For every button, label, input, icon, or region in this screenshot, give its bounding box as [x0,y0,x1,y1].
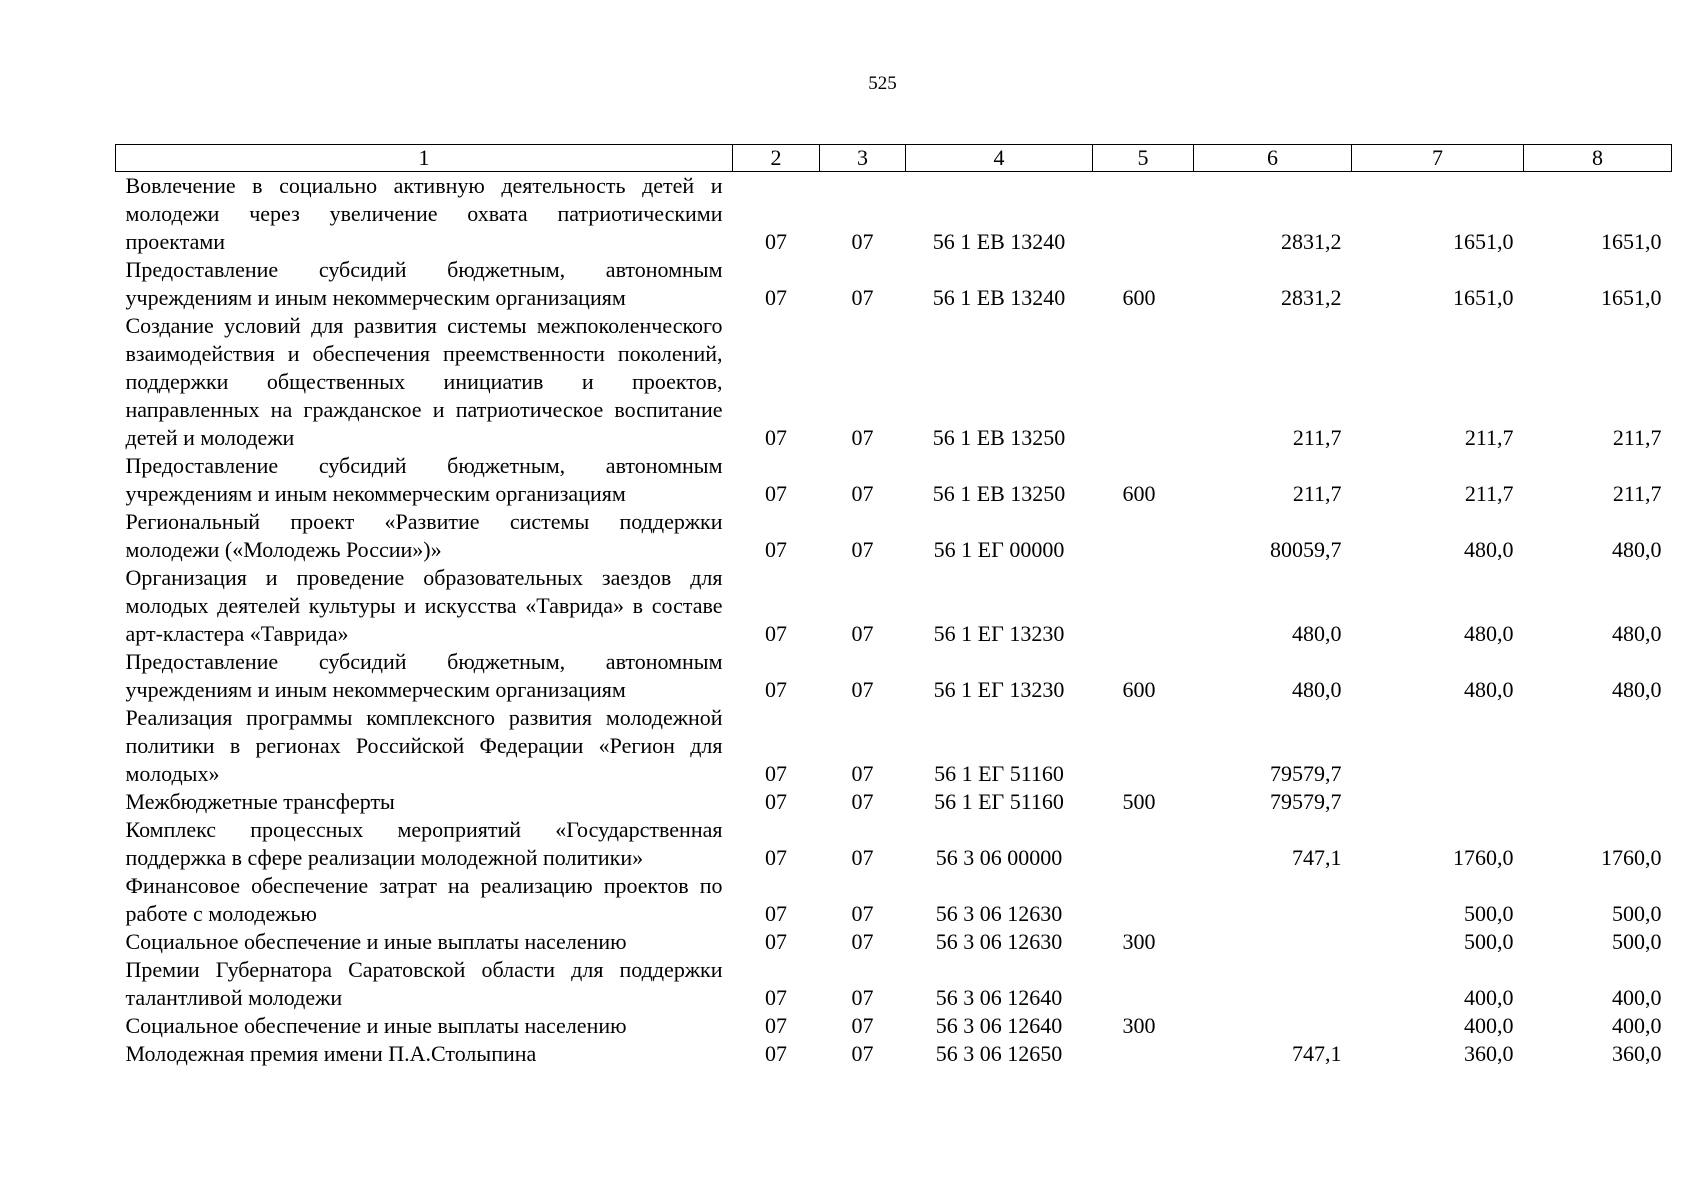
cell-subsection: 07 [851,425,874,450]
cell-name: Предоставление субсидий бюджетным, автономным учреждениям и иным некоммерческим организациям [125,649,723,702]
cell-target-article: 56 1 ЕВ 13250 [932,425,1066,450]
cell-amount-col6 [1194,956,1352,1012]
cell-subsection: 07 [851,761,874,786]
cell-amount-col8: 480,0 [1612,537,1662,562]
cell-subsection: 07 [851,285,874,310]
table-row [116,1012,1672,1040]
cell-amount-col6: 480,0 [1292,677,1342,702]
cell-amount-col8: 1760,0 [1601,845,1662,870]
cell-name: Социальное обеспечение и иные выплаты населению [125,929,627,954]
cell-amount-col8: 400,0 [1612,985,1662,1010]
cell-amount-col8: 400,0 [1612,1013,1662,1038]
cell-amount-col6: 747,1 [1292,845,1342,870]
cell-target-article: 56 3 06 12630 [935,929,1063,954]
cell-expense-type [1093,704,1194,788]
cell-expense-type: 500 [1122,789,1156,814]
cell-expense-type [1093,872,1194,928]
cell-section: 07 [765,677,787,702]
cell-subsection: 07 [851,929,874,954]
cell-amount-col6: 211,7 [1292,425,1342,450]
cell-amount-col7: 480,0 [1464,621,1514,646]
cell-amount-col6 [1194,872,1352,928]
cell-amount-col6: 2831,2 [1281,229,1342,254]
table-row [116,956,1672,1012]
cell-name: Организация и проведение образовательных заездов для молодых деятелей культуры и искусства «Таврида» в составе арт-кластера «Таврида» [125,565,723,646]
column-header-4: 4 [906,145,1093,172]
cell-section: 07 [765,537,787,562]
cell-subsection: 07 [851,677,874,702]
table-header [116,145,1672,172]
budget-table [115,144,1672,1068]
cell-target-article: 56 1 ЕВ 13240 [932,285,1066,310]
column-header-1: 1 [116,145,733,172]
cell-amount-col6: 79579,7 [1270,761,1342,786]
table-row [116,816,1672,872]
cell-expense-type [1093,1040,1194,1068]
cell-section: 07 [765,985,787,1010]
cell-section: 07 [765,1041,787,1066]
table-row [116,788,1672,816]
cell-amount-col7: 1651,0 [1453,285,1514,310]
cell-amount-col8: 1651,0 [1601,229,1662,254]
cell-name: Региональный проект «Развитие системы поддержки молодежи («Молодежь России»)» [125,509,723,562]
cell-name: Создание условий для развития системы межпоколенческого взаимодействия и обеспечения преемственности поколений, поддержки общественных инициатив и проектов, направленных на гражданское и патриотическое воспитание детей и молодежи [125,313,723,450]
cell-expense-type [1093,172,1194,257]
cell-subsection: 07 [851,621,874,646]
cell-amount-col7: 1760,0 [1453,845,1514,870]
cell-name: Комплекс процессных мероприятий «Государственная поддержка в сфере реализации молодежной политики» [125,817,723,870]
cell-section: 07 [765,425,787,450]
cell-section: 07 [765,621,787,646]
cell-expense-type: 600 [1122,677,1156,702]
cell-target-article: 56 3 06 12640 [935,985,1063,1010]
cell-subsection: 07 [851,537,874,562]
cell-subsection: 07 [851,845,874,870]
cell-subsection: 07 [851,1041,874,1066]
cell-amount-col7: 480,0 [1464,677,1514,702]
header-row [116,145,1672,172]
cell-name: Премии Губернатора Саратовской области для поддержки талантливой молодежи [125,957,723,1010]
cell-name: Молодежная премия имени П.А.Столыпина [125,1041,537,1066]
cell-amount-col7 [1352,704,1524,788]
cell-amount-col8: 211,7 [1612,481,1662,506]
cell-section: 07 [765,789,787,814]
cell-target-article: 56 1 ЕГ 00000 [933,537,1065,562]
cell-subsection: 07 [851,481,874,506]
cell-expense-type: 300 [1122,1013,1156,1038]
cell-name: Предоставление субсидий бюджетным, автономным учреждениям и иным некоммерческим организациям [125,257,723,310]
cell-amount-col7: 211,7 [1464,425,1514,450]
cell-amount-col8: 500,0 [1612,901,1662,926]
cell-expense-type [1093,956,1194,1012]
cell-target-article: 56 1 ЕГ 51160 [934,789,1064,814]
cell-amount-col8 [1524,704,1672,788]
cell-expense-type: 300 [1122,929,1156,954]
cell-subsection: 07 [851,1013,874,1038]
cell-amount-col8: 1651,0 [1601,285,1662,310]
cell-amount-col8: 360,0 [1612,1041,1662,1066]
cell-amount-col6: 211,7 [1292,481,1342,506]
cell-expense-type: 600 [1122,481,1156,506]
cell-target-article: 56 1 ЕГ 51160 [934,761,1064,786]
column-header-7: 7 [1352,145,1524,172]
cell-expense-type [1093,816,1194,872]
cell-section: 07 [765,285,787,310]
page-number: 525 [868,73,897,94]
cell-subsection: 07 [851,789,874,814]
cell-amount-col6: 2831,2 [1281,285,1342,310]
cell-amount-col6: 480,0 [1292,621,1342,646]
cell-amount-col7: 480,0 [1464,537,1514,562]
table-row [116,564,1672,648]
cell-amount-col8: 211,7 [1612,425,1662,450]
cell-amount-col6 [1194,928,1352,956]
cell-amount-col8 [1524,788,1672,816]
cell-target-article: 56 1 ЕГ 13230 [933,677,1065,702]
cell-amount-col8: 480,0 [1612,621,1662,646]
table-row [116,172,1672,257]
column-header-6: 6 [1194,145,1352,172]
cell-target-article: 56 3 06 12640 [935,1013,1063,1038]
cell-amount-col7: 1651,0 [1453,229,1514,254]
cell-expense-type [1093,312,1194,452]
cell-section: 07 [765,481,787,506]
cell-expense-type: 600 [1122,285,1156,310]
cell-amount-col6: 747,1 [1292,1041,1342,1066]
cell-name: Межбюджетные трансферты [125,789,395,814]
table-row [116,452,1672,508]
cell-amount-col7 [1352,788,1524,816]
cell-name: Предоставление субсидий бюджетным, автономным учреждениям и иным некоммерческим организациям [125,453,723,506]
cell-amount-col8: 500,0 [1612,929,1662,954]
cell-amount-col7: 500,0 [1464,929,1514,954]
cell-subsection: 07 [851,229,874,254]
cell-amount-col7: 400,0 [1464,1013,1514,1038]
cell-amount-col7: 400,0 [1464,985,1514,1010]
cell-section: 07 [765,1013,787,1038]
cell-amount-col7: 360,0 [1464,1041,1514,1066]
cell-amount-col6 [1194,1012,1352,1040]
cell-name: Реализация программы комплексного развития молодежной политики в регионах Российской Федерации «Регион для молодых» [125,705,723,786]
cell-section: 07 [765,229,787,254]
cell-expense-type [1093,508,1194,564]
column-header-2: 2 [733,145,820,172]
column-header-8: 8 [1524,145,1672,172]
cell-name: Вовлечение в социально активную деятельность детей и молодежи через увеличение охвата патриотическими проектами [125,173,723,254]
column-header-3: 3 [820,145,906,172]
cell-amount-col6: 79579,7 [1270,789,1342,814]
cell-expense-type [1093,564,1194,648]
cell-target-article: 56 3 06 00000 [935,845,1063,870]
table-row [116,648,1672,704]
cell-name: Социальное обеспечение и иные выплаты населению [125,1013,627,1038]
cell-section: 07 [765,929,787,954]
cell-section: 07 [765,901,787,926]
table-row [116,312,1672,452]
cell-name: Финансовое обеспечение затрат на реализацию проектов по работе с молодежью [125,873,723,926]
table-row [116,508,1672,564]
cell-amount-col7: 211,7 [1464,481,1514,506]
cell-section: 07 [765,845,787,870]
table-row [116,256,1672,312]
column-header-5: 5 [1093,145,1194,172]
cell-amount-col7: 500,0 [1464,901,1514,926]
cell-target-article: 56 3 06 12630 [935,901,1063,926]
table-row [116,1040,1672,1068]
cell-section: 07 [765,761,787,786]
cell-subsection: 07 [851,901,874,926]
cell-amount-col6: 80059,7 [1270,537,1342,562]
table-row [116,872,1672,928]
table-row [116,704,1672,788]
cell-target-article: 56 1 ЕВ 13250 [932,481,1066,506]
table-row [116,928,1672,956]
cell-target-article: 56 3 06 12650 [935,1041,1063,1066]
cell-subsection: 07 [851,985,874,1010]
cell-target-article: 56 1 ЕГ 13230 [933,621,1065,646]
cell-amount-col8: 480,0 [1612,677,1662,702]
cell-target-article: 56 1 ЕВ 13240 [932,229,1066,254]
table-body [116,172,1672,1069]
